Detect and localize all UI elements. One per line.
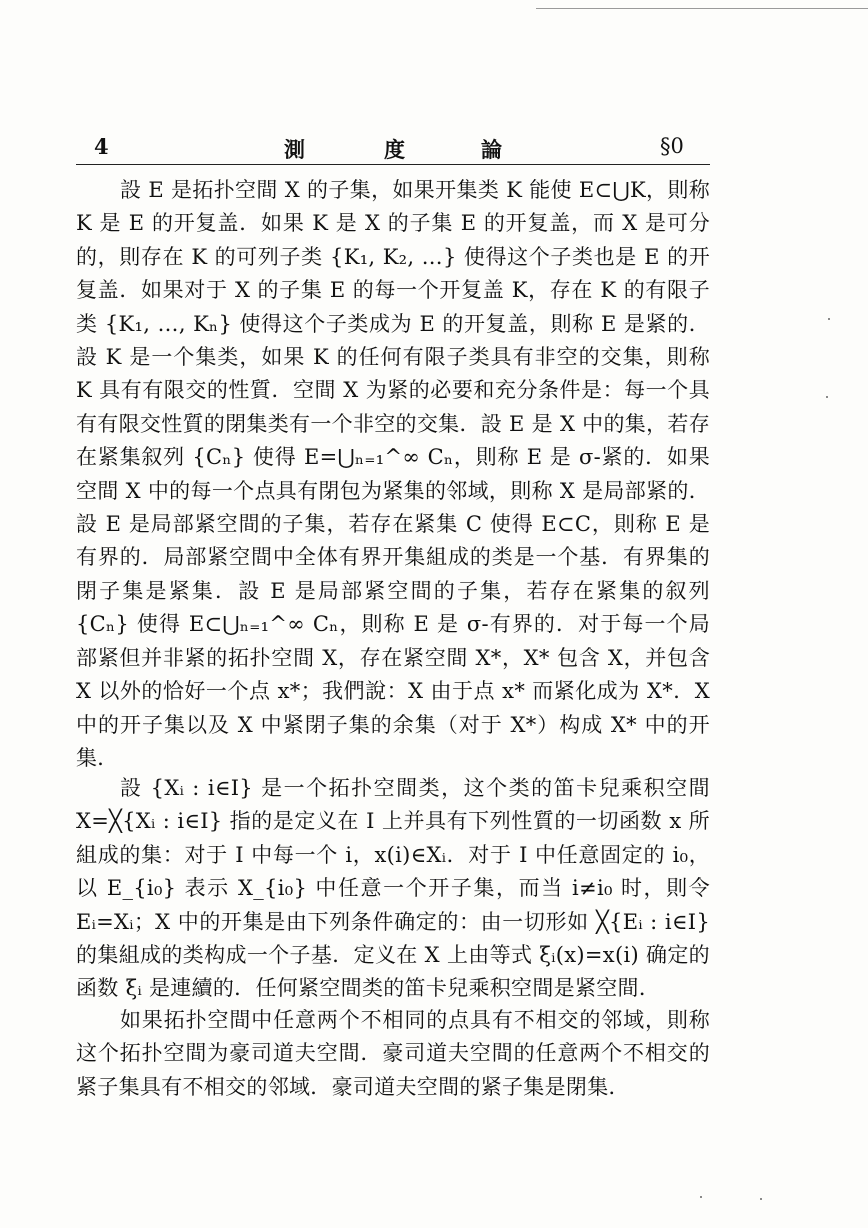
scan-speck — [826, 396, 828, 398]
scan-speck — [700, 1196, 702, 1198]
header-title-char-1: 測 — [284, 137, 305, 162]
header-title-char-2: 度 — [384, 137, 405, 162]
scan-speck — [828, 318, 830, 320]
paragraph-hausdorff: 如果拓扑空間中任意两个不相同的点具有不相交的邻域，則称这个拓扑空間为豪司道夫空間．豪司道夫空間的任意两个不相交的紧子集具有不相交的邻域．豪司道夫空間的紧子集是閉集． — [76, 1008, 710, 1099]
header-title-char-3: 論 — [481, 137, 502, 162]
scan-speck — [760, 1198, 762, 1200]
page-number: 4 — [94, 134, 109, 159]
top-edge-line — [536, 8, 868, 9]
paragraph-cartesian-product: 設 {Xᵢ : i∈I} 是一个拓扑空間类，这个类的笛卡兒乘积空間 X=╳{Xᵢ : i∈I} 指的是定义在 I 上并具有下列性質的一切函数 x 所組成的集：对于 I 中每一个 i，x(i)∈Xᵢ．对于 I 中任意固定的 i₀，以 E_{i₀} 表示 X_{i₀} 中任意一个开子集，而当 i≠i₀ 时，則令 Eᵢ=Xᵢ；X 中的开集是由下列条件确定的：由一切形如 ╳{Eᵢ : i∈I} 的集組成的类构成一个子基．定义在 X 上由等式 ξᵢ(x)=x(i) 确定的函数 ξᵢ 是連續的．任何紧空間类的笛卡兒乘积空間是紧空間． — [76, 776, 710, 1001]
paragraph-compactness: 設 E 是拓扑空間 X 的子集，如果开集类 K 能使 E⊂⋃K，則称 K 是 E 的开复盖．如果 K 是 X 的子集 E 的开复盖，而 X 是可分的，則存在 K 的可列子类 {K₁, K₂, …} 使得这个子类也是 E 的开复盖．如果对于 X 的子集 E 的每一个开复盖 K，存在 K 的有限子类 {K₁, …, Kₙ} 使得这个子类成为 E 的开复盖，則称 E 是紧的．設 K 是一个集类，如果 K 的任何有限子类具有非空的交集，則称 K 具有有限交的性質．空間 X 为紧的必要和充分条件是：每一个具有有限交性質的閉集类有一个非空的交集．設 E 是 X 中的集，若存在紧集叙列 {Cₙ} 使得 E=⋃ₙ₌₁^∞ Cₙ，則称 E 是 σ-紧的．如果空間 X 中的每一个点具有閉包为紧集的邻域，則称 X 是局部紧的．設 E 是局部紧空間的子集，若存在紧集 C 使得 E⊂C，則称 E 是有界的．局部紧空間中全体有界开集組成的类是一个基．有界集的閉子集是紧集．設 E 是局部紧空間的子集，若存在紧集的叙列 {Cₙ} 使得 E⊂⋃ₙ₌₁^∞ Cₙ，則称 E 是 σ-有界的．对于每一个局部紧但并非紧的拓扑空間 X，存在紧空間 X*，X* 包含 X，并包含 X 以外的恰好一个点 x*；我們說：X 由于点 x* 而紧化成为 X*．X 中的开子集以及 X 中紧閉子集的余集（对于 X*）构成 X* 中的开集． — [76, 178, 710, 770]
running-header — [76, 132, 710, 165]
section-mark: §0 — [660, 134, 684, 158]
